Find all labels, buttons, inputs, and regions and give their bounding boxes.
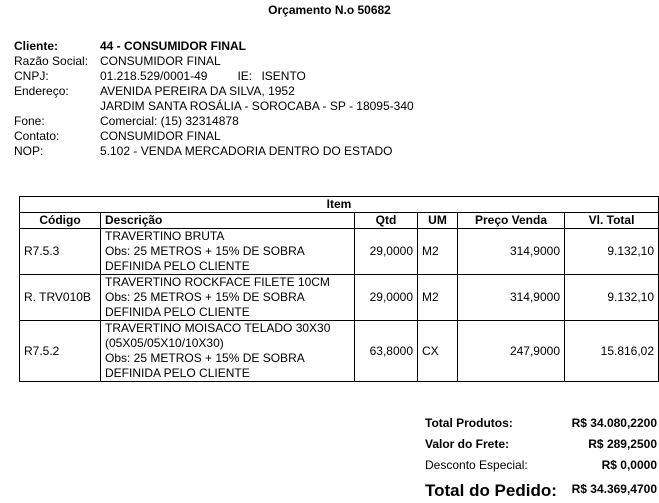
cell-um: M2 bbox=[418, 275, 458, 321]
fone-label: Fone: bbox=[14, 114, 45, 128]
client-info bbox=[14, 39, 414, 159]
razao-value: CONSUMIDOR FINAL bbox=[100, 54, 221, 68]
cell-descricao bbox=[101, 229, 355, 275]
cell-total: 9.132,10 bbox=[565, 275, 659, 321]
desconto-value: R$ 0,0000 bbox=[601, 458, 657, 472]
totals-block bbox=[425, 416, 657, 503]
endereco-row bbox=[14, 84, 414, 99]
endereco-line2: JARDIM SANTA ROSÁLIA - SOROCABA - SP - 18095-340 bbox=[100, 99, 414, 113]
desc-line: DEFINIDA PELO CLIENTE bbox=[105, 305, 250, 319]
item-group-header: Item bbox=[20, 197, 659, 213]
total-produtos-label: Total Produtos: bbox=[425, 416, 513, 430]
cell-qtd: 63,8000 bbox=[355, 321, 418, 382]
fone-value: Comercial: (15) 32314878 bbox=[100, 114, 239, 128]
razao-row bbox=[14, 54, 414, 69]
nop-label: NOP: bbox=[14, 144, 44, 158]
ie-value: ISENTO bbox=[261, 69, 306, 83]
desc-line: TRAVERTINO MOISACO TELADO 30X30 bbox=[105, 321, 331, 335]
cell-um: M2 bbox=[418, 229, 458, 275]
cell-qtd: 29,0000 bbox=[355, 229, 418, 275]
razao-label: Razão Social: bbox=[14, 54, 89, 68]
desc-line: Obs: 25 METROS + 15% DE SOBRA bbox=[105, 290, 305, 304]
document-title: Orçamento N.o 50682 bbox=[268, 3, 391, 17]
desc-line: TRAVERTINO BRUTA bbox=[105, 229, 225, 243]
cliente-row bbox=[14, 39, 414, 54]
contato-value: CONSUMIDOR FINAL bbox=[100, 129, 221, 143]
total-pedido-value: R$ 34.369,4700 bbox=[571, 482, 657, 496]
cell-codigo: R7.5.2 bbox=[20, 321, 101, 382]
desc-line: (05X05/05X10/10X30) bbox=[105, 336, 224, 350]
table-row bbox=[20, 275, 659, 321]
cell-qtd: 29,0000 bbox=[355, 275, 418, 321]
endereco-row-2 bbox=[14, 99, 414, 114]
desc-line: TRAVERTINO ROCKFACE FILETE 10CM bbox=[105, 275, 330, 289]
desc-line: DEFINIDA PELO CLIENTE bbox=[105, 259, 250, 273]
valor-frete-label: Valor do Frete: bbox=[425, 437, 510, 451]
cell-preco: 314,9000 bbox=[458, 275, 565, 321]
col-preco: Preço Venda bbox=[458, 213, 565, 229]
contato-row bbox=[14, 129, 414, 144]
total-pedido-row bbox=[425, 479, 657, 503]
table-row bbox=[20, 321, 659, 382]
ie-label: IE: bbox=[237, 69, 253, 83]
endereco-label: Endereço: bbox=[14, 84, 69, 98]
col-total: Vl. Total bbox=[565, 213, 659, 229]
cell-descricao bbox=[101, 321, 355, 382]
endereco-line1: AVENIDA PEREIRA DA SILVA, 1952 bbox=[100, 84, 295, 98]
contato-label: Contato: bbox=[14, 129, 60, 143]
cell-preco: 247,9000 bbox=[458, 321, 565, 382]
valor-frete-value: R$ 289,2500 bbox=[588, 437, 657, 451]
nop-row bbox=[14, 144, 414, 159]
cell-descricao bbox=[101, 275, 355, 321]
desc-line: Obs: 25 METROS + 15% DE SOBRA bbox=[105, 244, 305, 258]
col-descricao: Descrição bbox=[101, 213, 355, 229]
desc-line: DEFINIDA PELO CLIENTE bbox=[105, 366, 250, 380]
cell-codigo: R. TRV010B bbox=[20, 275, 101, 321]
col-um: UM bbox=[418, 213, 458, 229]
cell-codigo: R7.5.3 bbox=[20, 229, 101, 275]
cliente-label: Cliente: bbox=[14, 39, 59, 53]
col-qtd: Qtd bbox=[355, 213, 418, 229]
cell-preco: 314,9000 bbox=[458, 229, 565, 275]
total-pedido-label: Total do Pedido: bbox=[425, 481, 557, 500]
cnpj-row bbox=[14, 69, 414, 84]
desconto-row bbox=[425, 458, 657, 479]
desconto-label: Desconto Especial: bbox=[425, 458, 528, 472]
cell-um: CX bbox=[418, 321, 458, 382]
nop-value: 5.102 - VENDA MERCADORIA DENTRO DO ESTADO bbox=[100, 144, 393, 158]
cnpj-label: CNPJ: bbox=[14, 69, 49, 83]
cell-total: 15.816,02 bbox=[565, 321, 659, 382]
cnpj-value: 01.218.529/0001-49 bbox=[100, 69, 208, 83]
cell-total: 9.132,10 bbox=[565, 229, 659, 275]
fone-row bbox=[14, 114, 414, 129]
total-produtos-value: R$ 34.080,2200 bbox=[571, 416, 657, 430]
cliente-value: 44 - CONSUMIDOR FINAL bbox=[100, 39, 247, 53]
desc-line: Obs: 25 METROS + 15% DE SOBRA bbox=[105, 351, 305, 365]
col-codigo: Código bbox=[20, 213, 101, 229]
items-table bbox=[19, 196, 659, 382]
valor-frete-row bbox=[425, 437, 657, 458]
table-row bbox=[20, 229, 659, 275]
total-produtos-row bbox=[425, 416, 657, 437]
